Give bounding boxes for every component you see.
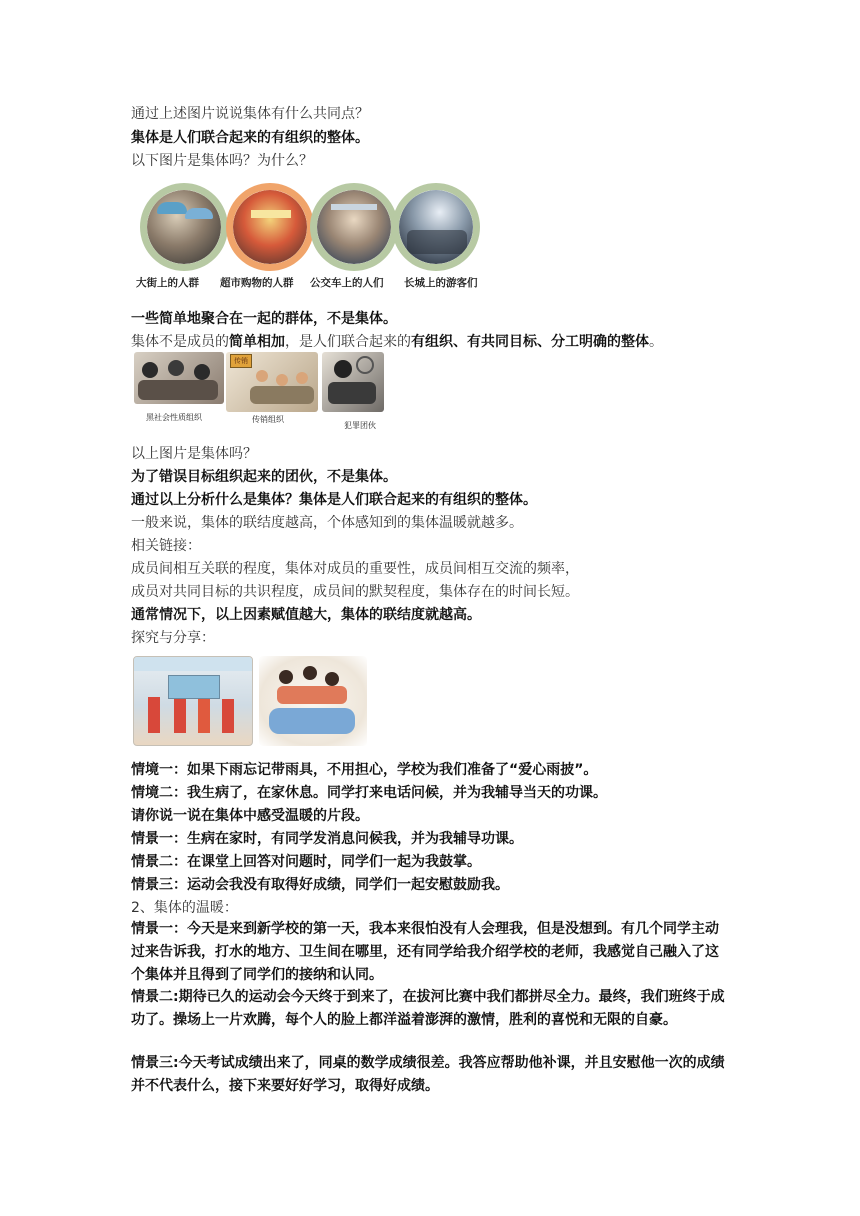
question-is-collective: 以下图片是集体吗？为什么？ [131, 153, 313, 169]
text-segment: ，是人们联合起来的 [285, 334, 411, 350]
crowd-photos-figure [136, 183, 488, 293]
warmth-paragraph-two: 情景二:期待已久的运动会今天终于到来了，在拔河比赛中我们都拼尽全力。最终，我们班终于成功了。操场上一片欢腾，每个人的脸上都洋溢着澎湃的激情，胜利的喜悦和无限的自豪。 [131, 989, 725, 1028]
factors-line-2: 成员对共同目标的共识程度，成员间的默契程度，集体存在的时间长短。 [131, 584, 579, 600]
related-links-heading: 相关链接： [131, 538, 201, 554]
caption-supermarket: 超市购物的人群 [220, 277, 294, 289]
text-segment: 集体不是成员的 [131, 334, 229, 350]
question-common-points: 通过上述图片说说集体有什么共同点？ [131, 106, 369, 122]
explore-share-heading: 探究与分享： [131, 630, 215, 646]
pyramid-scheme-cartoon [226, 352, 318, 412]
warmth-paragraph-three: 情景三:今天考试成绩出来了，同桌的数学成绩很差。我答应帮助他补课，并且安慰他一次的成绩并不代表什么，接下来要好好学习，取得好成绩。 [131, 1055, 725, 1094]
text-segment: 。 [649, 334, 663, 350]
summary-what-is-collective: 通过以上分析什么是集体？集体是人们联合起来的有组织的整体。 [131, 492, 537, 508]
gang-cartoons-figure [130, 352, 390, 432]
raincoat-scene [133, 656, 253, 746]
caption-bus: 公交车上的人们 [310, 277, 384, 289]
supermarket-crowd-photo [226, 183, 314, 271]
caption-street-crowd: 大街上的人群 [136, 277, 199, 289]
caption-gang: 犯罪团伙 [344, 421, 376, 430]
warmth-paragraph-one: 情景一：今天是来到新学校的第一天，我本来很怕没有人会理我，但是没想到。有几个同学主动过来告诉我，打水的地方、卫生间在哪里，还有同学给我介绍学校的老师，我感觉自己融入了这个集体并且得到了同学们的接纳和认同。 [131, 921, 719, 983]
sign-label: 传销 [230, 354, 252, 368]
cohesion-statement: 一般来说，集体的联结度越高，个体感知到的集体温暖就越多。 [131, 515, 523, 531]
situation-two: 情境二：我生病了，在家休息。同学打来电话问候，并为我辅导当天的功课。 [131, 785, 607, 801]
section-collective-warmth: 2、集体的温暖： [131, 900, 238, 916]
bus-passengers-photo [310, 183, 398, 271]
caption-pyramid: 传销组织 [252, 415, 284, 424]
answer-definition: 集体是人们联合起来的有组织的整体。 [131, 130, 369, 146]
caption-mafia: 黑社会性质组织 [146, 413, 202, 422]
factors-line-1: 成员间相互关联的程度，集体对成员的重要性，成员间相互交流的频率， [131, 561, 579, 577]
collective-definition-line [131, 332, 663, 352]
answer-wrong-goal: 为了错误目标组织起来的团伙，不是集体。 [131, 469, 397, 485]
scene-answer-three: 情景三：运动会我没有取得好成绩，同学们一起安慰鼓励我。 [131, 877, 509, 893]
factors-conclusion: 通常情况下，以上因素赋值越大，集体的联结度就越高。 [131, 607, 481, 623]
scene-answer-two: 情景二：在课堂上回答对问题时，同学们一起为我鼓掌。 [131, 854, 481, 870]
criminal-gang-cartoon [322, 352, 384, 412]
question-are-these-collective: 以上图片是集体吗？ [131, 446, 257, 462]
street-crowd-photo [140, 183, 228, 271]
scene-answer-one: 情景一：生病在家时，有同学发消息问候我，并为我辅导功课。 [131, 831, 523, 847]
mafia-cartoon [134, 352, 224, 404]
text-emphasis: 有组织、有共同目标、分工明确的整体 [411, 334, 649, 350]
prompt-share-warmth: 请你说一说在集体中感受温暖的片段。 [131, 808, 369, 824]
great-wall-tourists-photo [392, 183, 480, 271]
caption-great-wall: 长城上的游客们 [404, 277, 478, 289]
warmth-scenes-figure [131, 656, 371, 746]
sick-at-home-scene [259, 656, 367, 746]
text-emphasis: 简单相加 [229, 334, 285, 350]
answer-not-collective: 一些简单地聚合在一起的群体，不是集体。 [131, 311, 397, 327]
situation-one: 情境一：如果下雨忘记带雨具，不用担心，学校为我们准备了“爱心雨披”。 [131, 762, 598, 778]
